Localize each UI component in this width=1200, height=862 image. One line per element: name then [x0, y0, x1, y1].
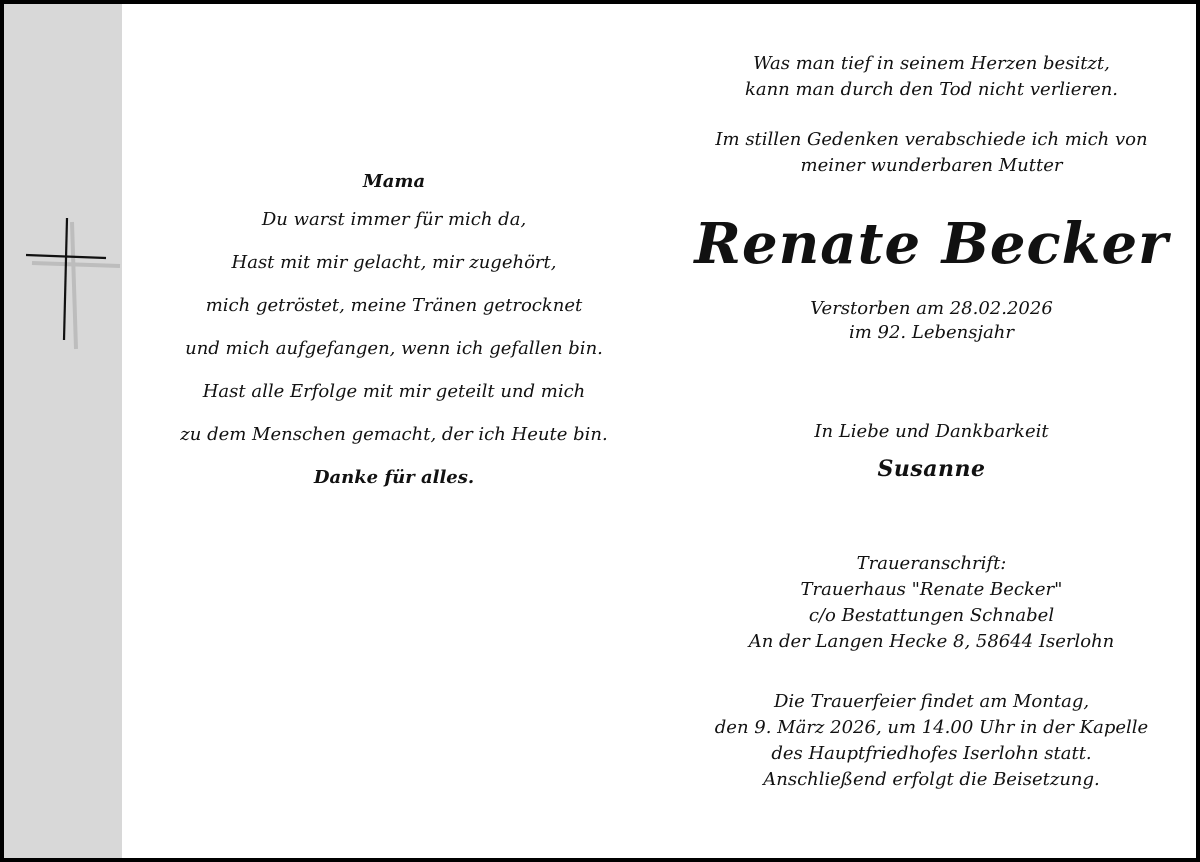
- poem-line: Hast mit mir gelacht, mir zugehört,: [231, 252, 557, 273]
- quote-line: kann man durch den Tod nicht verlieren.: [744, 79, 1119, 100]
- cross-icon: [26, 214, 126, 354]
- poem-closing: Danke für alles.: [313, 467, 475, 488]
- intro-text: [694, 127, 1169, 179]
- poem-section: [144, 166, 644, 499]
- poem-line: mich getröstet, meine Tränen getrocknet: [205, 295, 583, 316]
- address-line: Trauerhaus "Renate Becker": [800, 579, 1063, 600]
- poem-line: zu dem Menschen gemacht, der ich Heute bin.: [180, 424, 608, 445]
- address-line: c/o Bestattungen Schnabel: [808, 605, 1055, 626]
- intro-line: Im stillen Gedenken verabschiede ich mich von: [715, 129, 1148, 150]
- address-line: Traueranschrift:: [856, 553, 1007, 574]
- funeral-line: Die Trauerfeier findet am Montag,: [773, 691, 1090, 712]
- funeral-line: des Hauptfriedhofes Iserlohn statt.: [771, 743, 1092, 764]
- death-date: Verstorben am 28.02.2026: [810, 298, 1053, 319]
- age-line: im 92. Lebensjahr: [848, 322, 1014, 343]
- poem-line: Du warst immer für mich da,: [261, 209, 527, 230]
- mourner-name: Susanne: [877, 456, 986, 482]
- poem-title: Mama: [362, 171, 426, 192]
- quote-line: Was man tief in seinem Herzen besitzt,: [753, 53, 1110, 74]
- funeral-line: den 9. März 2026, um 14.00 Uhr in der Kapelle: [714, 717, 1149, 738]
- love-line: In Liebe und Dankbarkeit: [814, 421, 1049, 442]
- side-stripe: [4, 4, 122, 858]
- funeral-line: Anschließend erfolgt die Beisetzung.: [763, 769, 1100, 790]
- poem-line: Hast alle Erfolge mit mir geteilt und mich: [202, 381, 586, 402]
- announcement-section: [694, 51, 1169, 793]
- quote: [694, 51, 1169, 103]
- intro-line: meiner wunderbaren Mutter: [800, 155, 1063, 176]
- deceased-name: Renate Becker: [694, 211, 1169, 277]
- poem-line: und mich aufgefangen, wenn ich gefallen bin.: [185, 338, 603, 359]
- address-line: An der Langen Hecke 8, 58644 Iserlohn: [748, 631, 1115, 652]
- funeral-details: [694, 689, 1169, 793]
- mourning-address: [694, 551, 1169, 655]
- death-details: [694, 297, 1169, 345]
